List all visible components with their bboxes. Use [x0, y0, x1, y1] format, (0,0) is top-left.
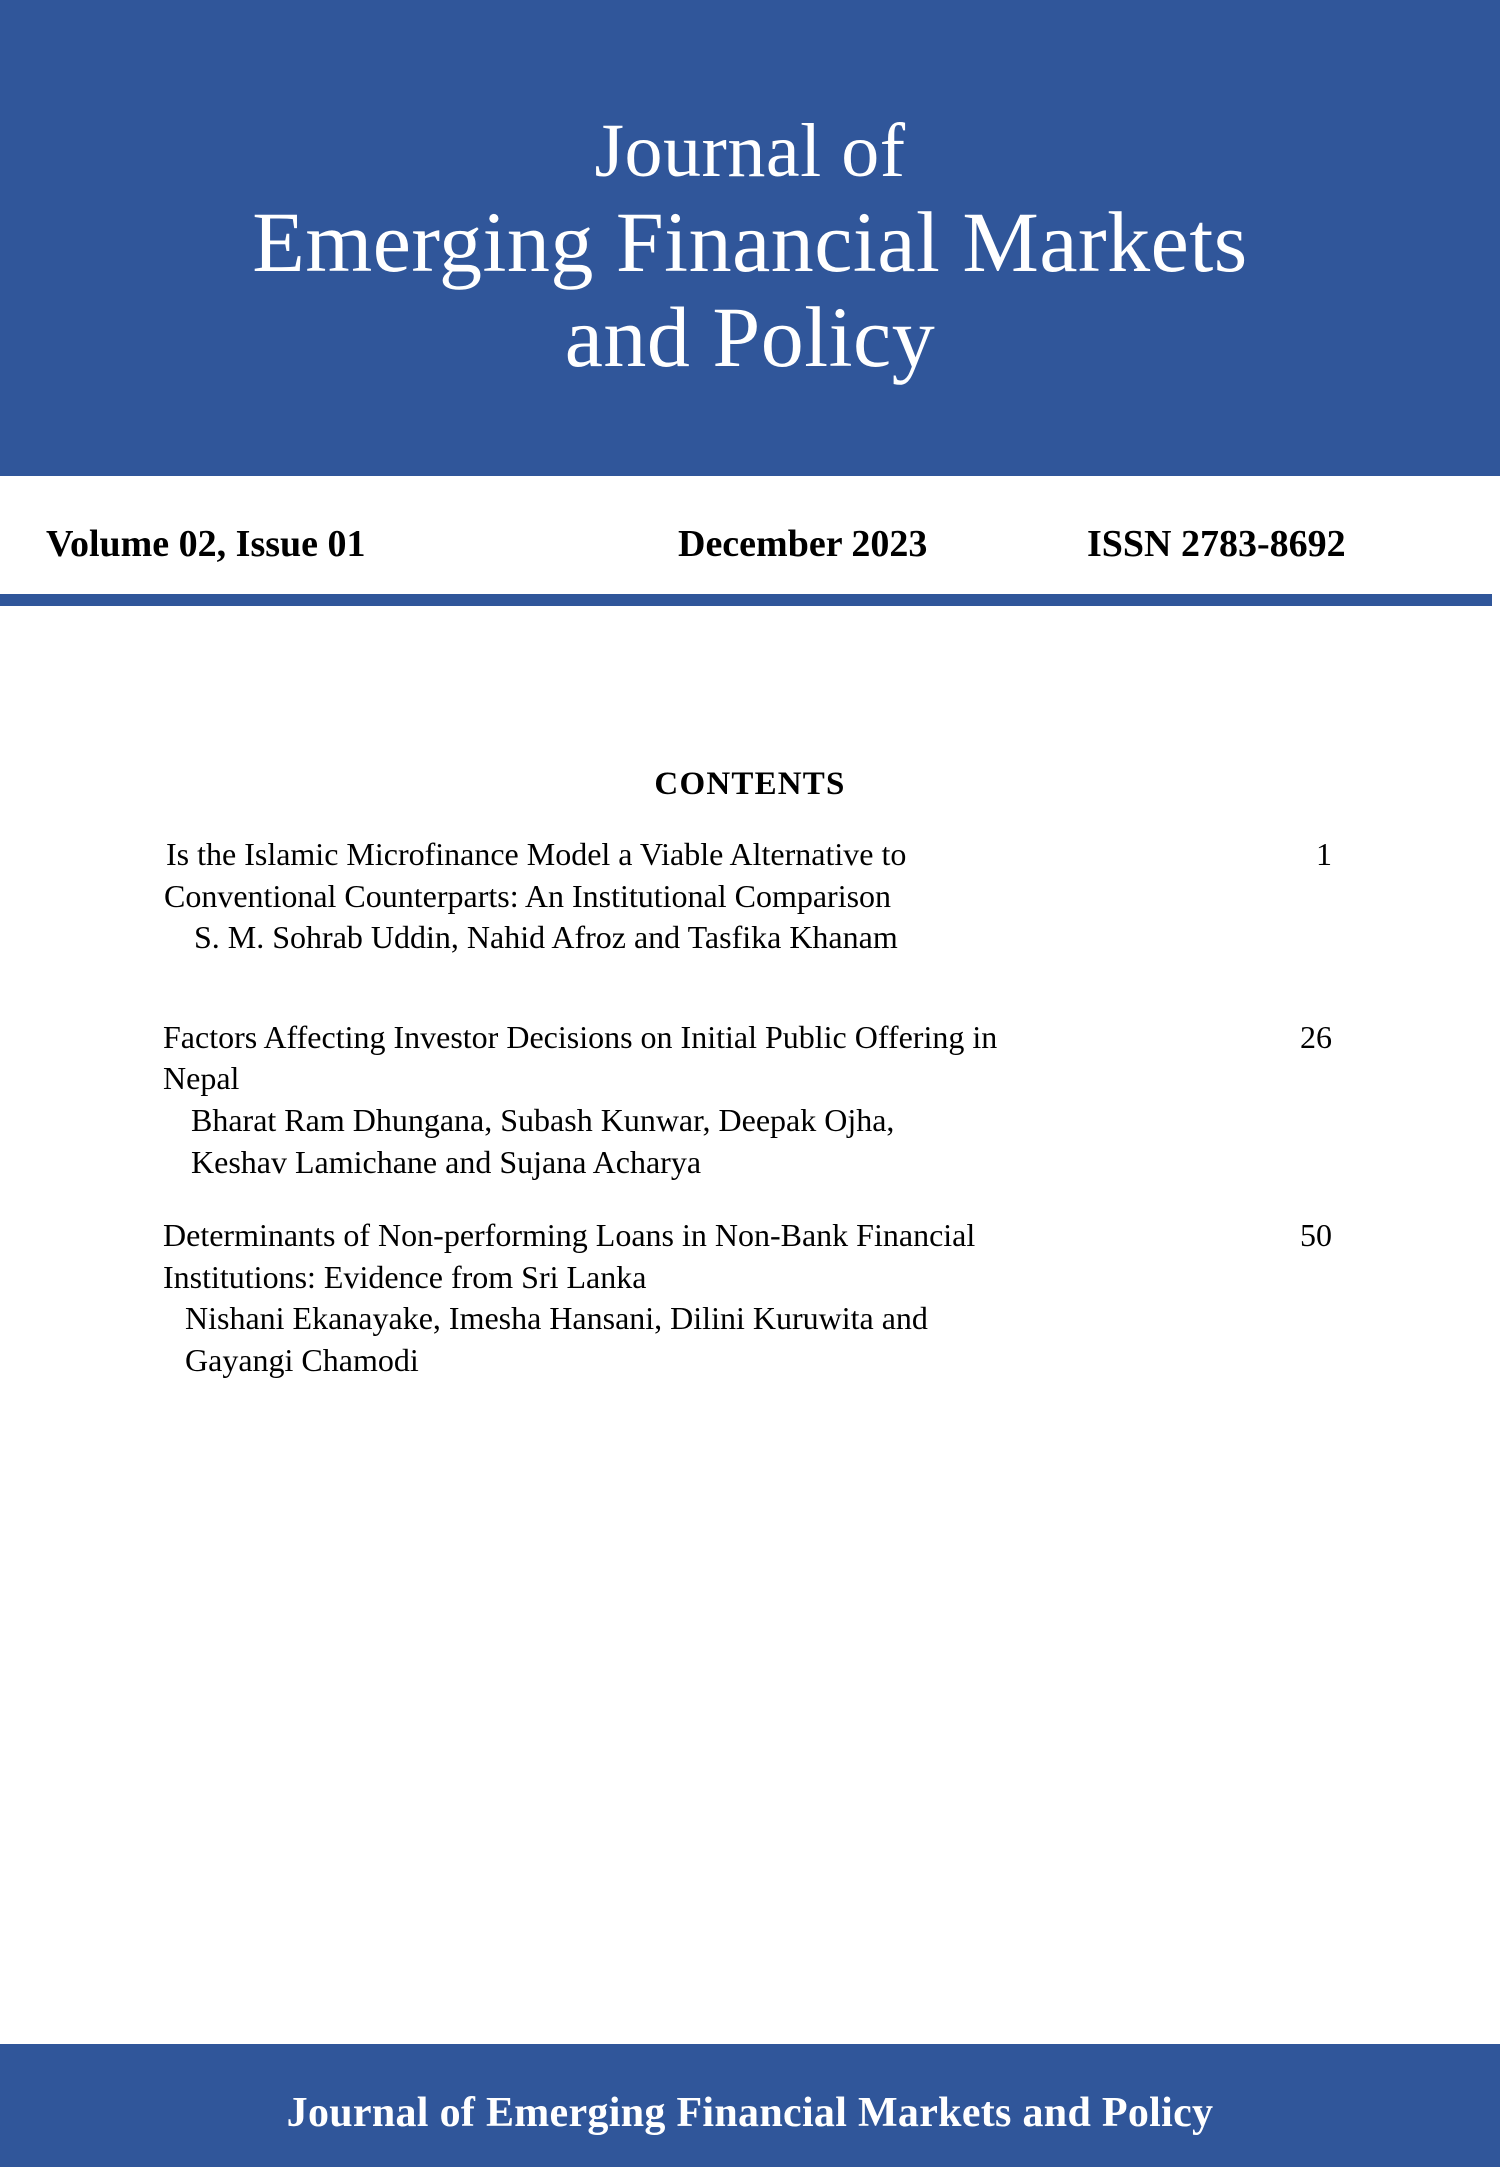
toc-entry[interactable] [0, 1215, 1500, 1381]
header-divider-rule [0, 594, 1492, 606]
journal-title-line-3: and Policy [564, 289, 936, 386]
toc-author-line: S. M. Sohrab Uddin, Nahid Afroz and Tasfika Khanam [194, 919, 898, 956]
contents-heading: CONTENTS [654, 766, 846, 802]
footer-journal-title: Journal of Emerging Financial Markets and Policy [286, 2089, 1214, 2136]
toc-page-number: 26 [1300, 1018, 1332, 1055]
toc-title-line: Institutions: Evidence from Sri Lanka [163, 1258, 647, 1295]
toc-author-line: Bharat Ram Dhungana, Subash Kunwar, Deepak Ojha, [191, 1101, 895, 1138]
toc-entry[interactable] [0, 834, 1500, 959]
issue-meta-row [0, 476, 1500, 594]
journal-masthead-banner [0, 0, 1500, 476]
journal-title-line-2: Emerging Financial Markets [252, 194, 1248, 291]
toc-title-line: Is the Islamic Microfinance Model a Viable Alternative to [166, 836, 907, 872]
toc-entry-text [0, 834, 1210, 959]
journal-title-line-1: Journal of [594, 108, 906, 193]
table-of-contents-list [0, 834, 1500, 1430]
toc-title-line: Factors Affecting Investor Decisions on Initial Public Offering in [163, 1018, 998, 1055]
issue-date-label: December 2023 [678, 523, 928, 565]
toc-page-number: 50 [1300, 1217, 1332, 1254]
toc-title-line: Conventional Counterparts: An Institutional Comparison [164, 877, 892, 914]
toc-author-line: Nishani Ekanayake, Imesha Hansani, Dilini Kuruwita and [185, 1300, 928, 1337]
volume-issue-label: Volume 02, Issue 01 [46, 523, 366, 565]
contents-region [0, 606, 1500, 2044]
issn-label: ISSN 2783-8692 [1087, 523, 1346, 565]
toc-title-line: Nepal [163, 1060, 240, 1097]
toc-page-number: 1 [1316, 836, 1332, 872]
toc-title-line: Determinants of Non-performing Loans in Non-Bank Financial [163, 1217, 976, 1254]
toc-entry[interactable] [0, 1017, 1500, 1183]
toc-author-line: Keshav Lamichane and Sujana Acharya [191, 1143, 702, 1180]
toc-entry-text [0, 1017, 1210, 1183]
toc-author-line: Gayangi Chamodi [185, 1341, 419, 1378]
journal-footer-banner [0, 2044, 1500, 2167]
toc-entry-text [0, 1215, 1210, 1381]
